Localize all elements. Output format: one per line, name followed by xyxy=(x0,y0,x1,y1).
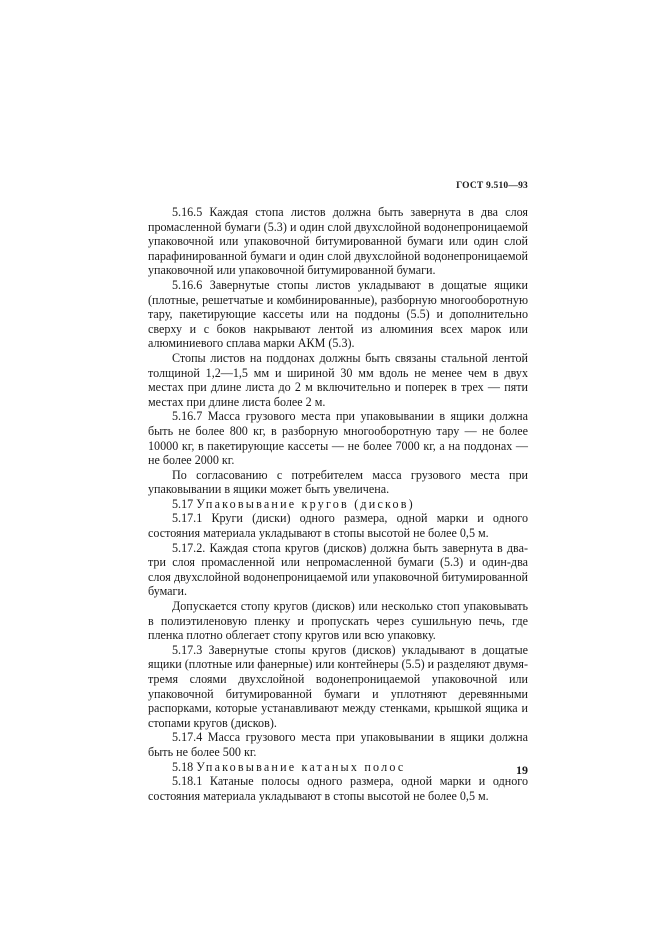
section-number: 5.18 xyxy=(172,759,194,774)
paragraph-5-17-4: 5.17.4 Масса грузового места при упаковывании в ящики должна быть не более 500 кг. xyxy=(148,730,528,759)
page-number: 19 xyxy=(516,763,528,777)
paragraph-5-16-6: 5.16.6 Завернутые стопы листов укладывают в дощатые ящики (плотные, решетчатые и комбинированные), разборную многооборотную тару, пакетирующие кассеты или на поддоны (5.5) и дополнительно сверху и с боков накрывают лентой из алюминия всех марок или алюминиевого сплава марки АКМ (5.3). xyxy=(148,277,528,351)
body-text xyxy=(148,205,528,803)
paragraph-film-wrapping: Допускается стопу кругов (дисков) или несколько стоп упаковывать в полиэтиленовую пленку и пропускать через сушильную печь, где пленка плотно облегает стопу кругов или всю упаковку. xyxy=(148,599,528,643)
standard-header: ГОСТ 9.510—93 xyxy=(456,181,528,191)
paragraph-5-18-1: 5.18.1 Катаные полосы одного размера, одной марки и одного состояния материала укладывают в стопы высотой не более 0,5 м. xyxy=(148,774,528,803)
section-heading-5-18 xyxy=(148,760,528,775)
paragraph-5-16-7: 5.16.7 Масса грузового места при упаковывании в ящики должна быть не более 800 кг, в разборную многооборотную тару — не более 10000 кг, в пакетирующие кассеты — не более 7000 кг, а на поддонах — не более 2000 кг. xyxy=(148,409,528,468)
paragraph-mass-agreement: По согласованию с потребителем масса грузового места при упаковывании в ящики может быть увеличена. xyxy=(148,467,528,497)
paragraph-5-17-2: 5.17.2. Каждая стопа кругов (дисков) должна быть завернута в два-три слоя промасленной или непромасленной бумаги (5.3) и один-два слоя двухслойной водонепроницаемой или упаковочной битумированной бумаги. xyxy=(148,540,528,599)
section-title: Упаковывание кругов (дисков) xyxy=(196,496,415,511)
paragraph-5-16-5: 5.16.5 Каждая стопа листов должна быть завернута в два слоя промасленной бумаги (5.3) и один слой двухслойной водонепроницаемой упаковочной или упаковочной битумированной бумаги или один слой парафинированной бумаги и один слой двухслойной водонепроницаемой упаковочной или упаковочной битумированной бумаги. xyxy=(148,205,528,278)
section-number: 5.17 xyxy=(172,496,194,511)
paragraph-pallet-strapping: Стопы листов на поддонах должны быть связаны стальной лентой толщиной 1,2—1,5 мм и шириной 30 мм вдоль не менее чем в двух местах при длине листа до 2 м включительно и поперек в трех — пяти местах при длине листа более 2 м. xyxy=(148,350,528,409)
section-heading-5-17 xyxy=(148,497,528,512)
section-title: Упаковывание катаных полос xyxy=(196,759,406,774)
paragraph-5-17-1: 5.17.1 Круги (диски) одного размера, одной марки и одного состояния материала укладывают в стопы высотой не более 0,5 м. xyxy=(148,511,528,541)
paragraph-5-17-3: 5.17.3 Завернутые стопы кругов (дисков) укладывают в дощатые ящики (плотные или фанерные) или контейнеры (5.5) и разделяют двумя-тремя слоями двухслойной водонепроницаемой упаковочной или упаковочной битумированной бумаги и уплотняют деревянными распорками, которые устанавливают между стенками, крышкой ящика и стопами кругов (дисков). xyxy=(148,642,529,730)
